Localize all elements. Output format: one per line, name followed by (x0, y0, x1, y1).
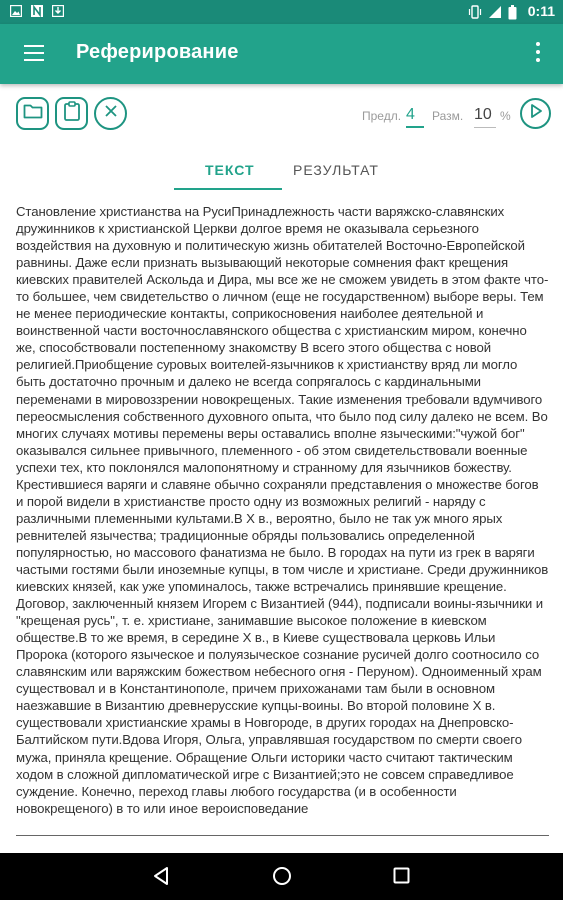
tab-text[interactable]: ТЕКСТ (205, 162, 255, 178)
run-button[interactable] (520, 98, 551, 129)
size-unit: % (500, 109, 511, 123)
hamburger-icon[interactable] (24, 45, 44, 61)
battery-icon (508, 5, 520, 17)
home-icon[interactable] (272, 866, 292, 891)
sentences-input[interactable]: 4 (406, 104, 424, 128)
size-input[interactable]: 10 (474, 104, 496, 128)
tab-bar (0, 150, 563, 192)
image-icon (10, 4, 22, 16)
status-time: 0:11 (527, 3, 555, 19)
sentences-label: Предл. (362, 109, 402, 123)
tab-result[interactable]: РЕЗУЛЬТАТ (293, 162, 379, 178)
app-title: Реферирование (76, 41, 239, 63)
back-icon[interactable] (152, 866, 170, 891)
play-icon (530, 104, 542, 123)
text-area-underline (16, 835, 549, 836)
clear-button[interactable] (94, 97, 127, 130)
size-label: Разм. (432, 109, 464, 123)
recents-icon[interactable] (393, 867, 410, 889)
status-bar (0, 0, 563, 24)
more-vert-icon[interactable] (535, 42, 541, 64)
source-text-area[interactable]: Становление христианства на РусиПринадлежность части варяжско-славянских дружинников к христианской Церкви долгое время не оказывала серьезного воздействия на духовную и политическую жизнь обитателей Восточно-Европейской равнины. Даже если признать вызывающий некоторые сомнения факт крещения киевских правителей Аскольда и Дира, мы все же не сможем увидеть в этом факте что-то большее, чем свидетельство о личном (еще не государственном) выборе веры. Тем не менее периодические контакты, соприкосновения наиболее деятельной и воинственной части восточнославянского общества с христианским миром, конечно же, способствовали постепенному знакомству В всего этого общества с новой религией.Приобщение суровых воителей-язычников к христианству вряд ли могло быть достаточно прочным и далеко не всегда сопрягалось с кардинальными переменами в мировоззрении новокрещеных. Такие изменения требовали вдумчивого переосмысления собственного духовного опыта, что было под силу далеко не всем. Во многих случаях мотивы перемены веры оставались вполне языческими:"чужой бог" оказывался сильнее привычного, племенного - об этом свидетельствовали военные успехи тех, кто поклонялся малопонятному и странному для язычников божеству. Крестившиеся варяги и славяне обычно сохраняли представления о множестве богов и порой видели в христианстве просто одну из возможных религий - наряду с различными племенными культами.В X в., вероятно, было не так уж много ярых ревнителей язычества; традиционные обряды пользовались определенной популярностью, но массового фанатизма не было. В городах на пути из грек в варяги частыми гостями были иноземные купцы, в том числе и христиане. Среди дружинников киевских князей, как уже упоминалось, также встречались принявшие крещение. Договор, заключенный князем Игорем с Византией (944), подписали воины-язычники и "крещеная русь", т. е. христиане, занимавшие высокое положение в киевском обществе.В то же время, в середине X в., в Киеве существовала церковь Ильи Пророка (которого языческое и полуязыческое сознание русичей долго соотносило со славянским или варяжским божеством небесного огня - Перуном). Одноименный храм существовал и в Константинополе, причем прихожанами там были в основном наезжавшие в Византию древнерусские купцы-воины. Во второй половине X в. существовали христианские храмы в Новгороде, в других городах на Днепровско-Балтийском пути.Вдова Игоря, Ольга, управлявшая государством по смерти своего мужа, приняла крещение. Обращение Ольги историки часто считают тактическим ходом в сложной дипломатической игре с Византией;это не совсем справедливое суждение. Конечно, переход главы любого государства (и в особенности новокрещеного) в то или иное вероисповедание (16, 204, 549, 816)
n-icon (31, 4, 43, 16)
close-icon (104, 104, 118, 123)
app-bar (0, 24, 563, 84)
open-file-button[interactable] (16, 97, 49, 130)
toolbar (0, 84, 563, 146)
vibrate-icon (468, 5, 480, 17)
tab-indicator (174, 188, 282, 190)
navigation-bar (0, 853, 563, 900)
folder-icon (23, 102, 43, 125)
signal-icon (488, 5, 500, 17)
download-icon (52, 4, 64, 16)
paste-button[interactable] (55, 97, 88, 130)
clipboard-icon (63, 101, 81, 126)
